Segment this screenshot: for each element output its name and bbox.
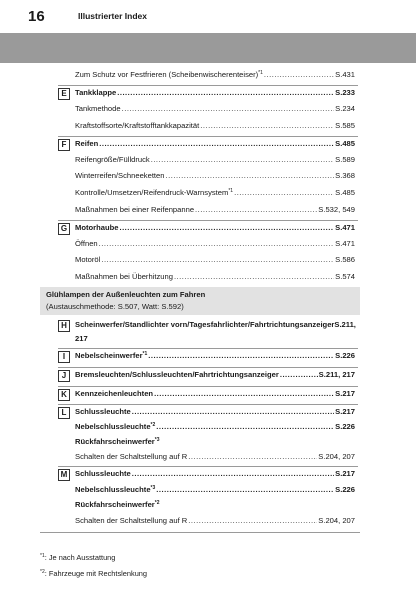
index-entry-winterreifen: Winterreifen/Schneeketten ..... S.368: [75, 170, 355, 182]
index-entry-nebelscheinwerfer: Nebelscheinwerfer$^{*1}$ ..... S.226: [75, 350, 355, 362]
divider: [58, 136, 358, 137]
index-entry-schlussleuchte-m: Schlussleuchte ..... S.217: [75, 468, 355, 480]
index-entry-reifenpanne: Maßnahmen bei einer Reifenpanne ..... S.532, 549: [75, 204, 355, 216]
index-entry-tankklappe: Tankklappe ..... S.233: [75, 87, 355, 99]
index-entry-bremsleuchten: Bremsleuchten/Schlussleuchten/Fahrtrichtungsanzeiger ..... S.211, 217: [75, 369, 355, 381]
index-entry-schalten-r-l: Schalten der Schaltstellung auf R ..... S.204, 207: [75, 451, 355, 463]
section-header: [40, 287, 360, 315]
section-subtitle: (Austauschmethode: S.507, Watt: S.592): [46, 302, 184, 311]
letter-badge-g: G: [58, 223, 70, 235]
page-number: 16: [28, 8, 45, 25]
divider: [58, 348, 358, 349]
index-entry-scheibenwischerenteiser: Zum Schutz vor Festfrieren (Scheibenwischerenteiser)$^{*1}$ ..... S.431: [75, 69, 355, 81]
divider: [58, 85, 358, 86]
letter-badge-f: F: [58, 139, 70, 151]
letter-badge-l: L: [58, 407, 70, 419]
letter-badge-e: E: [58, 88, 70, 100]
header-title: Illustrierter Index: [78, 11, 147, 21]
index-entry-rueckfahrscheinwerfer-l: Rückfahrscheinwerfer$^{*3}$: [75, 437, 160, 446]
divider: [58, 386, 358, 387]
index-entry-motorhaube: Motorhaube ..... S.471: [75, 222, 355, 234]
index-entry-reifendruck-warnsystem: Kontrolle/Umsetzen/Reifendruck-Warnsystem$^{*1}$ ..... S.485: [75, 187, 355, 199]
divider: [40, 532, 360, 533]
index-entry-ueberhitzung: Maßnahmen bei Überhitzung ..... S.574: [75, 271, 355, 283]
footnote-2: $^{*2}$: Fahrzeuge mit Rechtslenkung: [40, 569, 148, 578]
index-entry-motoroel: Motoröl ..... S.586: [75, 254, 355, 266]
letter-badge-k: K: [58, 389, 70, 401]
page-header: [0, 0, 416, 30]
index-entry-nebelschlussleuchte-m: Nebelschlussleuchte$^{*3}$ ..... S.226: [75, 484, 355, 496]
footnote-1: $^{*1}$: Je nach Ausstattung: [40, 553, 116, 562]
section-title: Glühlampen der Außenleuchten zum Fahren: [46, 290, 206, 299]
index-entry-schlussleuchte-l: Schlussleuchte ..... S.217: [75, 406, 355, 418]
index-entry-kennzeichenleuchten: Kennzeichenleuchten ..... S.217: [75, 388, 355, 400]
letter-badge-h: H: [58, 320, 70, 332]
divider: [58, 367, 358, 368]
letter-badge-m: M: [58, 469, 70, 481]
header-band: [0, 33, 416, 63]
index-entry-rueckfahrscheinwerfer-m: Rückfahrscheinwerfer$^{*2}$: [75, 500, 160, 509]
index-entry-reifen: Reifen ..... S.485: [75, 138, 355, 150]
divider: [58, 404, 358, 405]
letter-badge-j: J: [58, 370, 70, 382]
index-entry-tankmethode: Tankmethode ..... S.234: [75, 103, 355, 115]
index-entry-scheinwerfer-line1: Scheinwerfer/Standlichter vorn/Tagesfahrlichter/FahrtrichtungsanzeigerS.211,: [75, 320, 356, 329]
index-entry-schalten-r-m: Schalten der Schaltstellung auf R ..... S.204, 207: [75, 515, 355, 527]
index-entry-reifengroesse: Reifengröße/Fülldruck ..... S.589: [75, 154, 355, 166]
index-entry-nebelschlussleuchte-l: Nebelschlussleuchte$^{*2}$ ..... S.226: [75, 421, 355, 433]
index-entry-scheinwerfer-line2: 217: [75, 334, 88, 343]
index-entry-oeffnen: Öffnen ..... S.471: [75, 238, 355, 250]
divider: [58, 220, 358, 221]
letter-badge-i: I: [58, 351, 70, 363]
divider: [58, 466, 358, 467]
index-entry-kraftstoffsorte: Kraftstoffsorte/Kraftstofftankkapazität ..... S.585: [75, 120, 355, 132]
